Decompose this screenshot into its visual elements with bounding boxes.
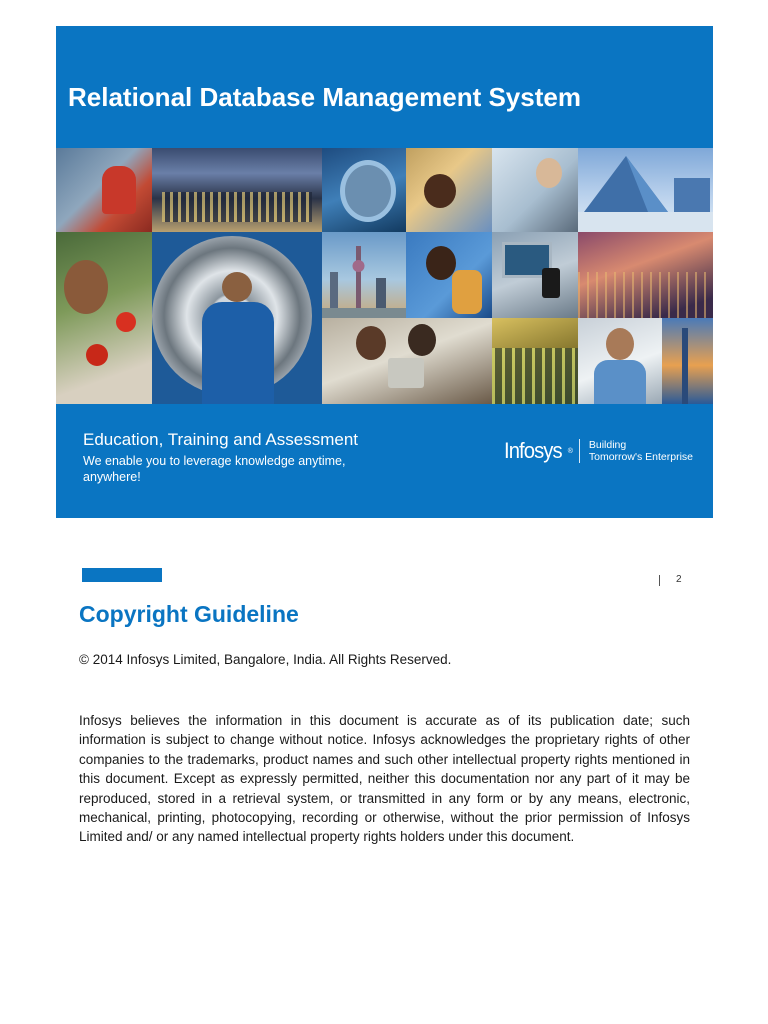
colleagues-photo: [406, 232, 492, 318]
student-photo: [406, 148, 492, 232]
copyright-body-text: Infosys believes the information in this document is accurate as of its publication date; such information is subject to change without notice. Infosys acknowledges the proprietary rights of other companies to the trademarks, product names and such other intellectual property rights mentioned in this document. Except as expressly permitted, neither this documentation nor any part of it may be reproduced, stored in a retrieval system, or transmitted in any form or by any means, electronic, mechanical, printing, photocopying, recording or otherwise, without the prior permission of Infosys Limited and/ or any named intellectual property rights holders under this document.: [79, 713, 690, 845]
page-number-divider: [659, 575, 660, 586]
pyramid-building-photo: [578, 148, 713, 232]
magnifier-photo: [322, 148, 406, 232]
tablet-colleagues-photo: [322, 318, 492, 404]
city-night-photo: [152, 148, 322, 232]
logo-tagline-line2: Tomorrow's Enterprise: [588, 451, 693, 463]
logo-tagline: [589, 439, 693, 463]
section-accent-bar: [82, 568, 162, 582]
welder-photo: [56, 148, 152, 232]
page-number: 2: [676, 574, 682, 585]
tagline-block: [83, 430, 373, 485]
infosys-logo: [504, 438, 693, 464]
scientist-tomatoes-photo: [56, 232, 152, 404]
city-lights-photo: [578, 232, 713, 318]
laptop-user-photo: [492, 148, 578, 232]
logo-trademark: ®: [567, 447, 573, 455]
jet-engine-photo: [152, 232, 322, 404]
bridge-photo: [662, 318, 713, 404]
doctor-photo: [578, 318, 662, 404]
tagline-text: We enable you to leverage knowledge anytime, anywhere!: [83, 454, 346, 484]
photo-mosaic: [56, 148, 713, 404]
tagline-title: Education, Training and Assessment: [83, 430, 358, 449]
servers-photo: [492, 318, 578, 404]
shanghai-skyline-photo: [322, 232, 406, 318]
slide-title: Relational Database Management System: [68, 82, 581, 112]
logo-divider: [579, 439, 580, 463]
section-title: Copyright Guideline: [79, 601, 299, 627]
atm-phone-photo: [492, 232, 578, 318]
logo-tagline-line1: Building: [588, 439, 627, 451]
copyright-notice: © 2014 Infosys Limited, Bangalore, India. All Rights Reserved.: [79, 652, 452, 667]
logo-wordmark: Infosys: [504, 438, 562, 463]
cover-slide: [56, 26, 713, 518]
